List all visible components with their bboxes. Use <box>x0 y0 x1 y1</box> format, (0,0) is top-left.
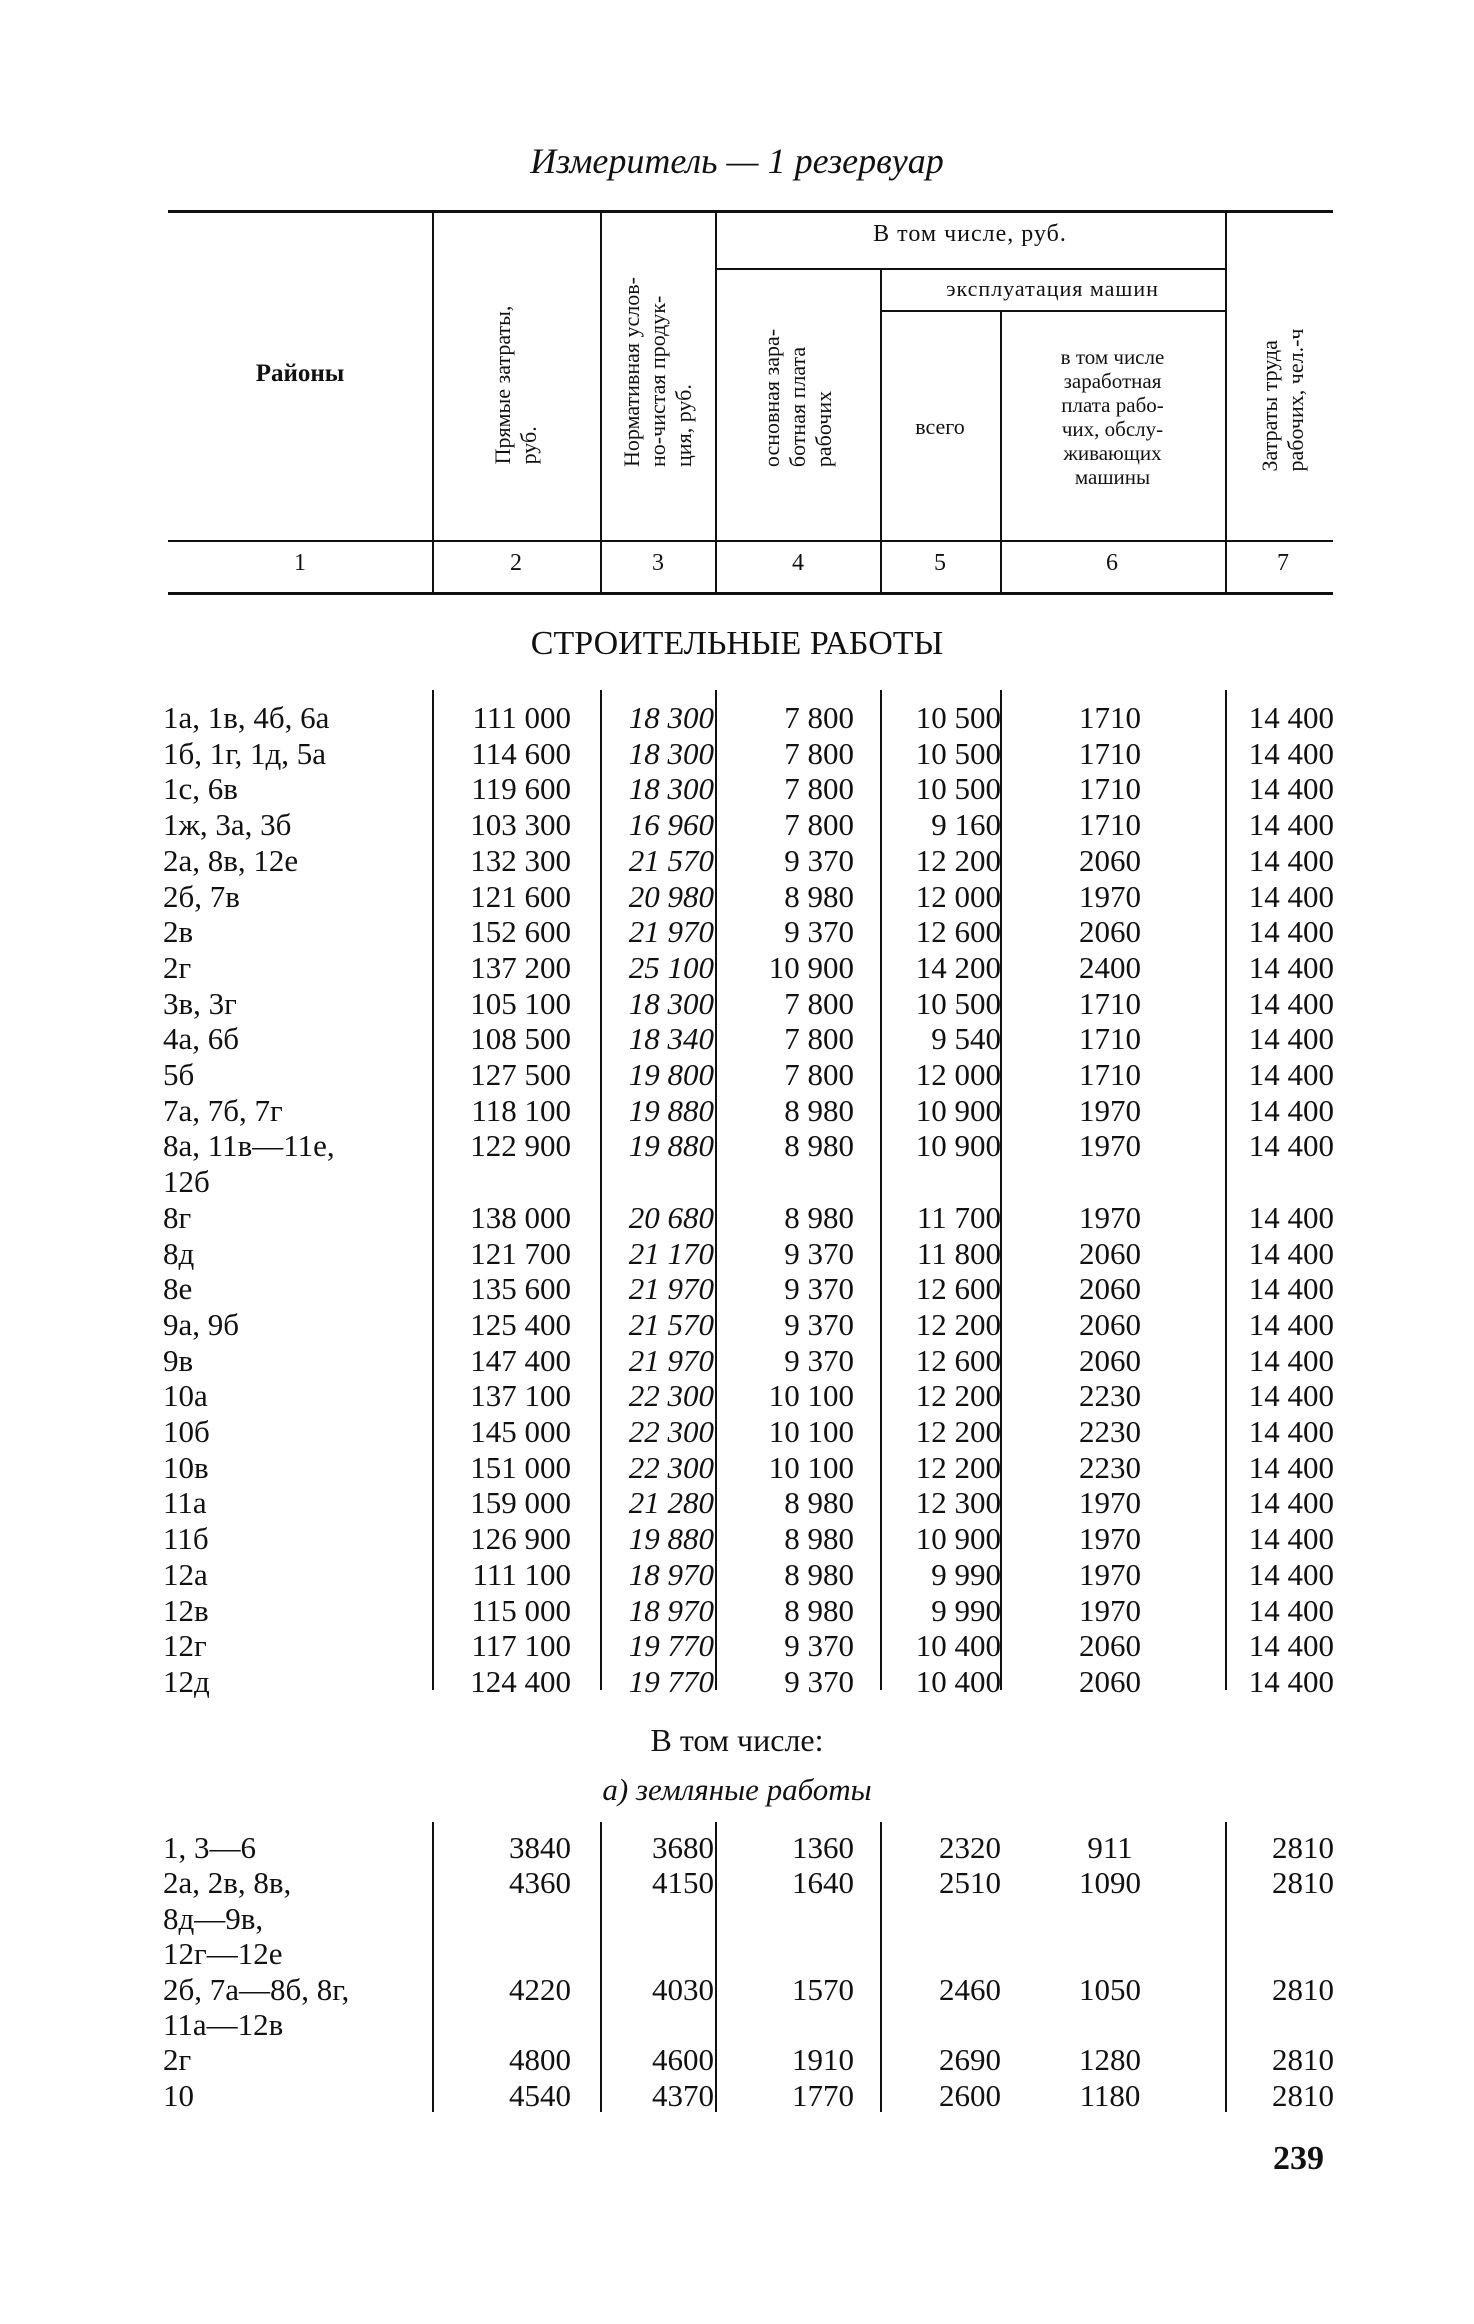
cell-base-wage: 9 370 <box>784 1342 854 1378</box>
cell-base-wage: 10 100 <box>768 1378 854 1414</box>
cell-machine-total: 12 200 <box>915 1414 1001 1449</box>
cell-base-wage: 8 980 <box>784 1485 854 1521</box>
cell-base-wage: 10 900 <box>768 949 854 985</box>
table-row <box>0 1378 1474 1414</box>
table-row <box>0 1307 1474 1343</box>
table-row <box>0 1450 1474 1486</box>
cell-direct-costs: 121 700 <box>470 1235 571 1271</box>
cell-region: 2г <box>163 2042 192 2078</box>
cell-region: 5б <box>163 1057 195 1092</box>
header-machine-operation: эксплуатация машин <box>946 276 1159 301</box>
table-row <box>0 1128 1474 1164</box>
header-labor-costs: Затраты труда рабочих, чел.-ч <box>1257 328 1308 472</box>
cell-normative-product: 20 680 <box>628 1199 714 1235</box>
table-row <box>0 1972 1474 2008</box>
table-row <box>0 986 1474 1022</box>
cell-region: 3в, 3г <box>163 985 237 1021</box>
cell-direct-costs: 3840 <box>509 1830 571 1865</box>
table-row <box>0 1557 1474 1593</box>
cell-normative-product: 4150 <box>652 1865 714 1901</box>
cell-machine-total: 2510 <box>939 1865 1001 1901</box>
cell-machine-total: 10 900 <box>915 1128 1001 1164</box>
cell-direct-costs: 159 000 <box>470 1485 571 1521</box>
cell-base-wage: 8 980 <box>784 1556 854 1592</box>
cell-labor: 14 400 <box>1248 878 1334 914</box>
cell-labor: 14 400 <box>1248 1521 1334 1557</box>
cell-normative-product: 19 880 <box>628 1128 714 1164</box>
cell-machine-total: 10 900 <box>915 1521 1001 1557</box>
cell-labor: 14 400 <box>1248 1342 1334 1378</box>
cell-base-wage: 8 980 <box>784 1199 854 1235</box>
cell-base-wage: 8 980 <box>784 1592 854 1628</box>
cell-region: 2б, 7в <box>163 878 240 914</box>
cell-region: 11а—12в <box>163 2007 284 2042</box>
cell-normative-product: 21 970 <box>628 914 714 950</box>
header-group-rule <box>715 268 1225 270</box>
table-row <box>0 807 1474 843</box>
cell-machine-total: 12 000 <box>915 1057 1001 1092</box>
cell-machine-total: 9 990 <box>931 1592 1001 1628</box>
cell-machine-wage: 1710 <box>1079 1021 1141 1057</box>
cell-machine-wage: 2230 <box>1079 1414 1141 1449</box>
header-machine-total: всего <box>915 414 965 439</box>
including-label: В том числе: <box>650 1722 824 1758</box>
cell-normative-product: 3680 <box>652 1830 714 1865</box>
cell-labor: 14 400 <box>1248 842 1334 878</box>
section-title-construction: СТРОИТЕЛЬНЫЕ РАБОТЫ <box>530 625 944 662</box>
cell-direct-costs: 4360 <box>509 1865 571 1901</box>
cell-base-wage: 8 980 <box>784 1128 854 1164</box>
cell-direct-costs: 137 100 <box>470 1378 571 1414</box>
cell-base-wage: 9 370 <box>784 1628 854 1664</box>
table-row <box>0 1865 1474 1901</box>
cell-machine-total: 10 400 <box>915 1628 1001 1664</box>
cell-base-wage: 8 980 <box>784 1092 854 1128</box>
cell-labor: 14 400 <box>1248 771 1334 807</box>
cell-normative-product: 19 770 <box>628 1663 714 1699</box>
colnum-2: 2 <box>510 550 522 576</box>
cell-normative-product: 18 340 <box>628 1021 714 1057</box>
header-vline-3 <box>715 212 717 592</box>
cell-machine-wage: 1710 <box>1079 985 1141 1021</box>
cell-labor: 14 400 <box>1248 1628 1334 1664</box>
cell-region: 12а <box>163 1556 208 1592</box>
table-row <box>0 2078 1474 2114</box>
cell-labor: 2810 <box>1272 2042 1334 2078</box>
cell-region: 2б, 7а—8б, 8г, <box>163 1971 350 2007</box>
table-row <box>0 700 1474 736</box>
cell-labor: 14 400 <box>1248 1128 1334 1164</box>
cell-labor: 14 400 <box>1248 1271 1334 1307</box>
cell-machine-total: 9 160 <box>931 807 1001 843</box>
cell-normative-product: 21 570 <box>628 1306 714 1342</box>
cell-labor: 2810 <box>1272 1971 1334 2007</box>
cell-region: 8а, 11в—11е, <box>163 1128 335 1164</box>
cell-base-wage: 8 980 <box>784 1521 854 1557</box>
cell-direct-costs: 126 900 <box>470 1521 571 1557</box>
cell-direct-costs: 125 400 <box>470 1306 571 1342</box>
cell-normative-product: 22 300 <box>628 1449 714 1485</box>
cell-direct-costs: 4800 <box>509 2042 571 2078</box>
cell-normative-product: 18 970 <box>628 1556 714 1592</box>
cell-region: 10а <box>163 1378 208 1414</box>
colnum-5: 5 <box>934 550 946 576</box>
cell-machine-wage: 2060 <box>1079 1306 1141 1342</box>
table-row <box>0 1057 1474 1093</box>
header-vline-6 <box>1225 212 1227 592</box>
cell-direct-costs: 152 600 <box>470 914 571 950</box>
cell-normative-product: 18 300 <box>628 700 714 735</box>
cell-machine-wage: 1710 <box>1079 1057 1141 1092</box>
header-top-rule <box>168 210 1333 213</box>
header-bottom-rule <box>168 540 1333 542</box>
cell-normative-product: 21 570 <box>628 842 714 878</box>
cell-machine-wage: 1710 <box>1079 771 1141 807</box>
cell-direct-costs: 4540 <box>509 2077 571 2113</box>
cell-direct-costs: 135 600 <box>470 1271 571 1307</box>
header-vline-2 <box>600 212 602 592</box>
cell-region: 9в <box>163 1342 194 1378</box>
cell-region: 8е <box>163 1271 193 1307</box>
cell-machine-wage: 2060 <box>1079 1663 1141 1699</box>
cell-machine-wage: 1970 <box>1079 1485 1141 1521</box>
cell-machine-total: 12 600 <box>915 914 1001 950</box>
cell-direct-costs: 108 500 <box>470 1021 571 1057</box>
table-row <box>0 736 1474 772</box>
cell-base-wage: 7 800 <box>784 985 854 1021</box>
cell-machine-total: 9 540 <box>931 1021 1001 1057</box>
header-regions: Районы <box>255 360 345 387</box>
table-row <box>0 1830 1474 1866</box>
cell-region: 2г <box>163 949 192 985</box>
cell-direct-costs: 115 000 <box>471 1592 571 1628</box>
cell-region: 2а, 8в, 12е <box>163 842 299 878</box>
cell-base-wage: 1570 <box>792 1971 854 2007</box>
colnum-bottom-rule <box>168 592 1333 595</box>
cell-normative-product: 20 980 <box>628 878 714 914</box>
table-row <box>0 1164 1474 1200</box>
cell-region: 12в <box>163 1592 209 1628</box>
cell-direct-costs: 137 200 <box>470 949 571 985</box>
cell-machine-total: 2600 <box>939 2077 1001 2113</box>
cell-normative-product: 4600 <box>652 2042 714 2078</box>
cell-machine-total: 12 200 <box>915 1449 1001 1485</box>
cell-labor: 14 400 <box>1248 1057 1334 1092</box>
cell-labor: 2810 <box>1272 2077 1334 2113</box>
cell-base-wage: 8 980 <box>784 878 854 914</box>
cell-direct-costs: 111 000 <box>472 700 571 735</box>
table-row <box>0 879 1474 915</box>
cell-direct-costs: 103 300 <box>470 807 571 843</box>
cell-region: 11а <box>163 1485 207 1521</box>
cell-machine-wage: 1970 <box>1079 1556 1141 1592</box>
cell-normative-product: 18 300 <box>628 735 714 771</box>
cell-machine-total: 10 900 <box>915 1092 1001 1128</box>
table-row <box>0 1901 1474 1937</box>
table-row <box>0 950 1474 986</box>
cell-region: 12д <box>163 1663 210 1699</box>
cell-direct-costs: 119 600 <box>471 771 571 807</box>
cell-machine-wage: 1280 <box>1079 2042 1141 2078</box>
table-row <box>0 2007 1474 2043</box>
cell-machine-total: 12 200 <box>915 842 1001 878</box>
cell-direct-costs: 114 600 <box>471 735 571 771</box>
cell-machine-total: 11 700 <box>916 1199 1001 1235</box>
cell-labor: 14 400 <box>1248 985 1334 1021</box>
table-row <box>0 1664 1474 1700</box>
table-row <box>0 1521 1474 1557</box>
cell-base-wage: 1910 <box>792 2042 854 2078</box>
colnum-4: 4 <box>792 550 804 576</box>
cell-machine-wage: 1710 <box>1079 735 1141 771</box>
cell-machine-total: 10 500 <box>915 700 1001 735</box>
cell-machine-wage: 2060 <box>1079 1628 1141 1664</box>
table-row <box>0 1236 1474 1272</box>
cell-normative-product: 21 970 <box>628 1342 714 1378</box>
cell-region: 1ж, 3а, 3б <box>163 807 292 843</box>
cell-region: 10 <box>163 2077 194 2113</box>
cell-normative-product: 22 300 <box>628 1378 714 1414</box>
table-subtitle: Измеритель — 1 резервуар <box>530 141 944 181</box>
cell-direct-costs: 127 500 <box>470 1057 571 1092</box>
cell-base-wage: 7 800 <box>784 807 854 843</box>
cell-labor: 14 400 <box>1248 1235 1334 1271</box>
cell-region: 4а, 6б <box>163 1021 240 1057</box>
cell-normative-product: 19 880 <box>628 1521 714 1557</box>
cell-base-wage: 10 100 <box>768 1414 854 1449</box>
cell-machine-total: 10 500 <box>915 771 1001 807</box>
cell-machine-total: 10 500 <box>915 985 1001 1021</box>
cell-region: 10в <box>163 1449 209 1485</box>
cell-normative-product: 16 960 <box>628 807 714 843</box>
cell-machine-total: 10 500 <box>915 735 1001 771</box>
cell-base-wage: 9 370 <box>784 1306 854 1342</box>
cell-labor: 14 400 <box>1248 1485 1334 1521</box>
cell-region: 12г <box>163 1628 207 1664</box>
table-row <box>0 1936 1474 1972</box>
cell-machine-total: 2690 <box>939 2042 1001 2078</box>
cell-machine-wage: 2060 <box>1079 1271 1141 1307</box>
table-row <box>0 1271 1474 1307</box>
cell-direct-costs: 117 100 <box>471 1628 571 1664</box>
cell-normative-product: 19 770 <box>628 1628 714 1664</box>
cell-labor: 14 400 <box>1248 1663 1334 1699</box>
cell-labor: 14 400 <box>1248 1592 1334 1628</box>
cell-machine-wage: 1710 <box>1079 700 1141 735</box>
cell-base-wage: 9 370 <box>784 914 854 950</box>
cell-base-wage: 7 800 <box>784 1021 854 1057</box>
cell-machine-wage: 1970 <box>1079 878 1141 914</box>
cell-labor: 14 400 <box>1248 1092 1334 1128</box>
cell-machine-wage: 1050 <box>1079 1971 1141 2007</box>
cell-machine-wage: 1970 <box>1079 1092 1141 1128</box>
cell-direct-costs: 132 300 <box>470 842 571 878</box>
cell-machine-wage: 2060 <box>1079 914 1141 950</box>
cell-labor: 14 400 <box>1248 1199 1334 1235</box>
cell-direct-costs: 147 400 <box>470 1342 571 1378</box>
table-row <box>0 1021 1474 1057</box>
cell-machine-wage: 1090 <box>1079 1865 1141 1901</box>
cell-machine-total: 12 200 <box>915 1306 1001 1342</box>
cell-labor: 14 400 <box>1248 1414 1334 1449</box>
cell-base-wage: 7 800 <box>784 1057 854 1092</box>
cell-machine-wage: 1970 <box>1079 1128 1141 1164</box>
cell-region: 1, 3—6 <box>163 1830 256 1865</box>
cell-machine-wage: 2230 <box>1079 1449 1141 1485</box>
cell-normative-product: 21 280 <box>628 1485 714 1521</box>
cell-normative-product: 4030 <box>652 1971 714 2007</box>
header-including-rub: В том числе, руб. <box>873 221 1067 247</box>
cell-region: 12б <box>163 1164 210 1200</box>
cell-machine-total: 2320 <box>939 1830 1001 1865</box>
cell-base-wage: 9 370 <box>784 1271 854 1307</box>
cell-normative-product: 18 970 <box>628 1592 714 1628</box>
cell-region: 9а, 9б <box>163 1306 240 1342</box>
cell-labor: 14 400 <box>1248 700 1334 735</box>
table-row <box>0 1343 1474 1379</box>
cell-machine-total: 10 400 <box>915 1663 1001 1699</box>
cell-normative-product: 19 800 <box>628 1057 714 1092</box>
cell-machine-total: 2460 <box>939 1971 1001 2007</box>
table-row <box>0 1414 1474 1450</box>
cell-normative-product: 22 300 <box>628 1414 714 1449</box>
cell-machine-total: 12 300 <box>915 1485 1001 1521</box>
subsection-title-earthworks: а) земляные работы <box>602 1772 872 1807</box>
table-row <box>0 771 1474 807</box>
header-normative-product: Нормативная услов- но-чистая продук- ция, руб. <box>619 277 696 467</box>
table-row <box>0 1628 1474 1664</box>
cell-labor: 14 400 <box>1248 1021 1334 1057</box>
cell-base-wage: 1640 <box>792 1865 854 1901</box>
cell-machine-wage: 1970 <box>1079 1199 1141 1235</box>
cell-base-wage: 10 100 <box>768 1449 854 1485</box>
cell-machine-total: 14 200 <box>915 949 1001 985</box>
cell-base-wage: 7 800 <box>784 735 854 771</box>
table-row <box>0 843 1474 879</box>
table-row <box>0 1200 1474 1236</box>
colnum-3: 3 <box>652 550 664 576</box>
cell-machine-total: 12 000 <box>915 878 1001 914</box>
cell-normative-product: 25 100 <box>628 949 714 985</box>
cell-region: 2в <box>163 914 194 950</box>
cell-direct-costs: 145 000 <box>470 1414 571 1449</box>
cell-machine-wage: 911 <box>1087 1830 1133 1865</box>
cell-direct-costs: 105 100 <box>470 985 571 1021</box>
cell-direct-costs: 151 000 <box>470 1449 571 1485</box>
cell-labor: 14 400 <box>1248 914 1334 950</box>
cell-direct-costs: 138 000 <box>470 1199 571 1235</box>
cell-region: 8д <box>163 1235 195 1271</box>
header-machine-wage: в том числе заработная плата рабо- чих, обслу- живающих машины <box>1060 345 1165 489</box>
cell-labor: 14 400 <box>1248 1449 1334 1485</box>
cell-machine-wage: 2060 <box>1079 1235 1141 1271</box>
cell-machine-total: 11 800 <box>916 1235 1001 1271</box>
header-vline-1 <box>432 212 434 592</box>
table-row <box>0 2042 1474 2078</box>
cell-region: 12г—12е <box>163 1936 283 1972</box>
cell-base-wage: 9 370 <box>784 1235 854 1271</box>
cell-base-wage: 7 800 <box>784 771 854 807</box>
cell-machine-wage: 1970 <box>1079 1521 1141 1557</box>
colnum-7: 7 <box>1277 550 1289 576</box>
cell-base-wage: 9 370 <box>784 842 854 878</box>
cell-normative-product: 4370 <box>652 2077 714 2113</box>
cell-machine-total: 12 200 <box>915 1378 1001 1414</box>
cell-normative-product: 18 300 <box>628 771 714 807</box>
cell-region: 8д—9в, <box>163 1900 264 1936</box>
cell-normative-product: 21 970 <box>628 1271 714 1307</box>
cell-labor: 14 400 <box>1248 1378 1334 1414</box>
header-machines-rule <box>880 310 1225 312</box>
cell-machine-wage: 2230 <box>1079 1378 1141 1414</box>
cell-labor: 14 400 <box>1248 807 1334 843</box>
colnum-6: 6 <box>1106 550 1118 576</box>
header-base-wage: основная зара- ботная плата рабочих <box>759 328 836 468</box>
cell-region: 1с, 6в <box>163 771 238 807</box>
cell-direct-costs: 122 900 <box>470 1128 571 1164</box>
cell-labor: 14 400 <box>1248 949 1334 985</box>
cell-direct-costs: 111 100 <box>472 1556 571 1592</box>
cell-base-wage: 9 370 <box>784 1663 854 1699</box>
cell-direct-costs: 118 100 <box>471 1092 571 1128</box>
cell-machine-wage: 1710 <box>1079 807 1141 843</box>
cell-direct-costs: 124 400 <box>470 1663 571 1699</box>
cell-machine-wage: 2400 <box>1079 949 1141 985</box>
cell-labor: 14 400 <box>1248 735 1334 771</box>
cell-labor: 14 400 <box>1248 1306 1334 1342</box>
table-row <box>0 1485 1474 1521</box>
header-direct-costs: Прямые затраты, руб. <box>490 305 541 465</box>
cell-machine-wage: 1970 <box>1079 1592 1141 1628</box>
cell-machine-wage: 1180 <box>1079 2077 1141 2113</box>
cell-machine-total: 12 600 <box>915 1342 1001 1378</box>
cell-region: 11б <box>163 1521 209 1557</box>
cell-region: 7а, 7б, 7г <box>163 1092 283 1128</box>
cell-labor: 14 400 <box>1248 1556 1334 1592</box>
cell-base-wage: 7 800 <box>784 700 854 735</box>
table-row <box>0 1093 1474 1129</box>
cell-labor: 2810 <box>1272 1865 1334 1901</box>
cell-machine-total: 12 600 <box>915 1271 1001 1307</box>
cell-direct-costs: 4220 <box>509 1971 571 2007</box>
cell-base-wage: 1770 <box>792 2077 854 2113</box>
cell-region: 1а, 1в, 4б, 6а <box>163 700 330 735</box>
cell-normative-product: 21 170 <box>628 1235 714 1271</box>
cell-region: 8г <box>163 1199 192 1235</box>
cell-machine-wage: 2060 <box>1079 1342 1141 1378</box>
cell-region: 2а, 2в, 8в, <box>163 1865 292 1901</box>
cell-base-wage: 1360 <box>792 1830 854 1865</box>
cell-normative-product: 18 300 <box>628 985 714 1021</box>
cell-machine-wage: 2060 <box>1079 842 1141 878</box>
cell-direct-costs: 121 600 <box>470 878 571 914</box>
table-row <box>0 914 1474 950</box>
page-number: 239 <box>1273 2140 1324 2177</box>
colnum-1: 1 <box>294 550 306 576</box>
cell-normative-product: 19 880 <box>628 1092 714 1128</box>
cell-machine-total: 9 990 <box>931 1556 1001 1592</box>
cell-region: 1б, 1г, 1д, 5а <box>163 735 327 771</box>
table-row <box>0 1593 1474 1629</box>
cell-labor: 2810 <box>1272 1830 1334 1865</box>
cell-region: 10б <box>163 1414 210 1449</box>
